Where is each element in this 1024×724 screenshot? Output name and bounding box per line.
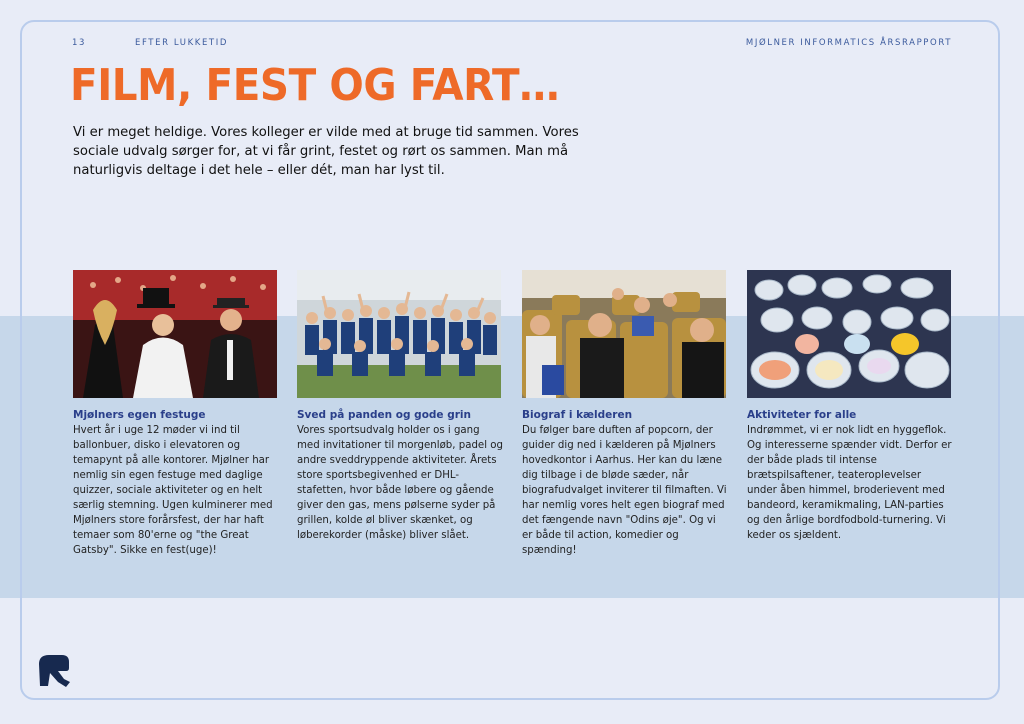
- article-sport: [297, 270, 503, 543]
- section-label: EFTER LUKKETID: [135, 38, 228, 48]
- article-body: Hvert år i uge 12 møder vi ind til ballonbuer, disko i elevatoren og temapynt på alle kontorer. Mjølner har nemlig sin egen festuge med daglige quizzer, sociale aktiviteter og en helt særlig stemning. Ugen kulminerer med Mjølners store forårsfest, der har haft temaer som 80'erne og "the Great Gatsby". Sikke en fest(uge)!: [73, 425, 273, 556]
- article-aktiviteter: [747, 270, 953, 543]
- intro-text: Vi er meget heldige. Vores kolleger er vilde med at bruge tid sammen. Vores sociale udvalg sørger for, at vi får grint, festet og rørt os sammen. Man må naturligvis deltage i det hele – eller dét, man har lyst til.: [73, 125, 579, 178]
- page-number: 13: [72, 38, 87, 48]
- article-body: Indrømmet, vi er nok lidt en hyggeflok. Og interesserne spænder vidt. Derfor er der både plads til intense brætspilsaftener, teateroplevelser under åben himmel, broderievent med bandeord, keramikmaling, LAN-parties og den årlige bordfodbold-turnering. Vi keder os sjældent.: [747, 425, 952, 541]
- article-heading: Aktiviteter for alle: [747, 409, 857, 421]
- report-title: MJØLNER INFORMATICS ÅRSRAPPORT: [745, 38, 952, 48]
- cinema-photo: [522, 270, 726, 398]
- running-team-photo: [297, 270, 501, 398]
- article-festuge: [73, 270, 279, 558]
- party-photo: [73, 270, 277, 398]
- article-heading: Biograf i kælderen: [522, 409, 633, 421]
- page-title: FILM, FEST OG FART…: [70, 60, 560, 111]
- mjolner-logo-icon: [36, 652, 74, 688]
- ceramics-photo: [747, 270, 951, 398]
- article-body: Vores sportsudvalg holder os i gang med invitationer til morgenløb, padel og andre sveddryppende aktiviteter. Årets store sportsbegivenhed er DHL-stafetten, hvor både løbere og gående giver den gas, mens pølserne syder på grillen, kolde øl bliver skænket, og løberekorder (måske) bliver slået.: [297, 425, 503, 541]
- article-heading: Mjølners egen festuge: [73, 409, 206, 421]
- article-biograf: [522, 270, 728, 558]
- article-heading: Sved på panden og gode grin: [297, 409, 471, 421]
- article-body: Du følger bare duften af popcorn, der guider dig ned i kælderen på Mjølners hovedkontor i Aarhus. Her kan du læne dig tilbage i de bløde sæder, når biografudvalget inviterer til filmaften. Vi har nemlig vores helt egen biograf med det fængende navn "Odins øje". Og vi er både til action, komedier og spænding!: [522, 425, 727, 556]
